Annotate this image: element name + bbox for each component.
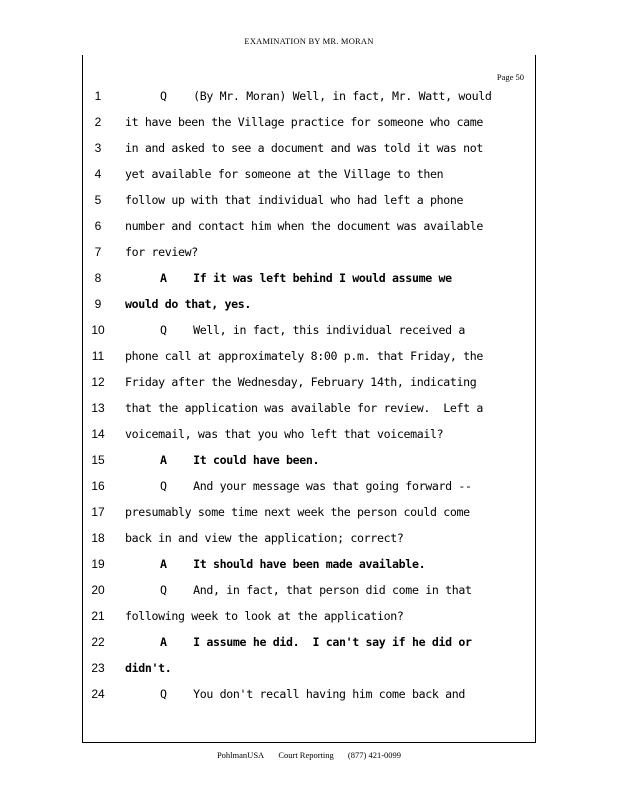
line-number: 5 bbox=[94, 193, 102, 207]
transcript-line: following week to look at the application? bbox=[125, 609, 404, 623]
page-number: Page 50 bbox=[496, 72, 524, 82]
transcript-line: Q And, in fact, that person did come in that bbox=[160, 583, 472, 597]
line-number: 18 bbox=[91, 531, 105, 545]
line-number: 3 bbox=[94, 141, 102, 155]
line-number: 14 bbox=[91, 427, 105, 441]
line-number: 7 bbox=[94, 245, 102, 259]
transcript-line: Q You don't recall having him come back and bbox=[160, 687, 465, 701]
footer-phone: (877) 421-0099 bbox=[347, 750, 402, 760]
line-number: 15 bbox=[91, 453, 105, 467]
line-number: 23 bbox=[91, 661, 105, 675]
line-number: 1 bbox=[94, 89, 102, 103]
transcript-line: back in and view the application; correct? bbox=[125, 531, 404, 545]
line-number: 10 bbox=[91, 323, 105, 337]
line-number: 6 bbox=[94, 219, 102, 233]
line-number: 4 bbox=[94, 167, 102, 181]
line-number: 12 bbox=[91, 375, 105, 389]
line-number: 17 bbox=[91, 505, 105, 519]
transcript-line: voicemail, was that you who left that voicemail? bbox=[125, 427, 444, 441]
line-number: 19 bbox=[91, 557, 105, 571]
page-header: EXAMINATION BY MR. MORAN bbox=[244, 36, 374, 46]
line-number: 21 bbox=[91, 609, 105, 623]
answer-line: A I assume he did. I can't say if he did or bbox=[160, 635, 472, 649]
transcript-line: Q (By Mr. Moran) Well, in fact, Mr. Watt, would bbox=[160, 89, 492, 103]
transcript-line: presumably some time next week the person could come bbox=[125, 505, 470, 519]
answer-line: A It could have been. bbox=[160, 453, 320, 467]
transcript-line: Friday after the Wednesday, February 14th, indicating bbox=[125, 375, 477, 389]
line-number: 13 bbox=[91, 401, 105, 415]
line-number: 16 bbox=[91, 479, 105, 493]
line-number: 22 bbox=[91, 635, 105, 649]
transcript-line: it have been the Village practice for someone who came bbox=[125, 115, 484, 129]
transcript-line: in and asked to see a document and was told it was not bbox=[125, 141, 484, 155]
line-number: 24 bbox=[91, 687, 105, 701]
transcript-line: for review? bbox=[125, 245, 198, 259]
answer-line: would do that, yes. bbox=[125, 297, 251, 311]
answer-line: A It should have been made available. bbox=[160, 557, 426, 571]
answer-line: didn't. bbox=[125, 661, 172, 675]
transcript-line: yet available for someone at the Village to then bbox=[125, 167, 444, 181]
footer-service: Court Reporting bbox=[278, 750, 334, 760]
page-footer bbox=[0, 750, 618, 760]
transcript-line: Q Well, in fact, this individual received a bbox=[160, 323, 465, 337]
line-number: 11 bbox=[91, 349, 105, 363]
line-number: 20 bbox=[91, 583, 105, 597]
line-number: 2 bbox=[94, 115, 102, 129]
transcript-line: that the application was available for review. Left a bbox=[125, 401, 484, 415]
transcript-line: number and contact him when the document was available bbox=[125, 219, 484, 233]
line-number: 8 bbox=[94, 271, 102, 285]
footer-company: PohlmanUSA bbox=[216, 750, 265, 760]
transcript-line: Q And your message was that going forward -- bbox=[160, 479, 472, 493]
answer-line: A If it was left behind I would assume we bbox=[160, 271, 452, 285]
transcript-line: follow up with that individual who had left a phone bbox=[125, 193, 464, 207]
line-number: 9 bbox=[94, 297, 102, 311]
transcript-line: phone call at approximately 8:00 p.m. that Friday, the bbox=[125, 349, 484, 363]
